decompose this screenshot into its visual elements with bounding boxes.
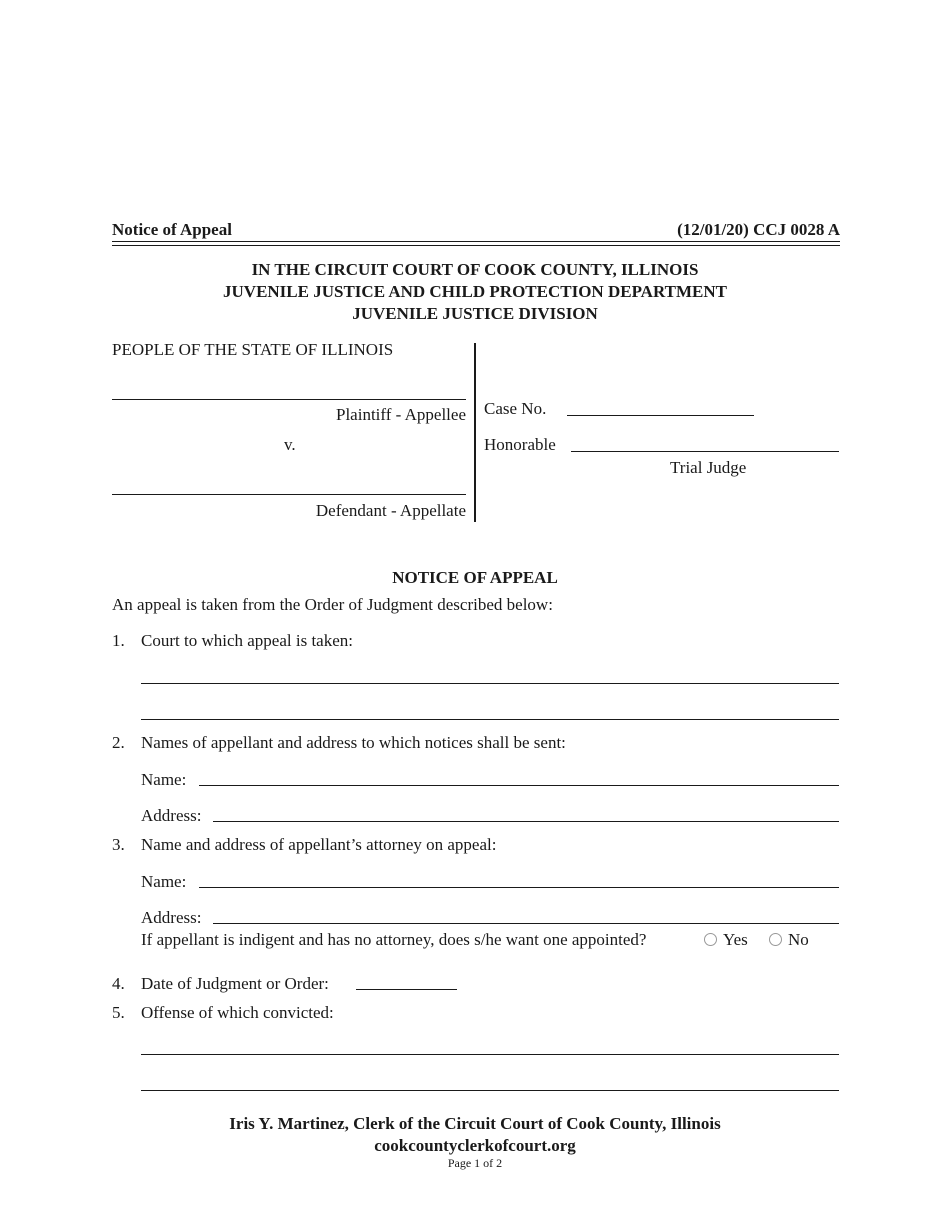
case-no-field[interactable] <box>567 415 754 416</box>
honorable-label: Honorable <box>484 435 556 454</box>
item-number-4: 4. <box>112 974 125 993</box>
people-label: PEOPLE OF THE STATE OF ILLINOIS <box>112 340 394 359</box>
appellant-address-label: Address: <box>141 806 202 825</box>
item-number-3: 3. <box>112 835 125 854</box>
appellant-question: Names of appellant and address to which notices shall be sent: <box>141 733 566 752</box>
header-rule-bottom <box>112 245 840 246</box>
clerk-website: cookcountyclerkofcourt.org <box>374 1136 576 1155</box>
form-title: Notice of Appeal <box>112 220 232 239</box>
judge-field[interactable] <box>571 451 839 452</box>
page-number: Page 1 of 2 <box>447 1156 503 1170</box>
trial-judge-label: Trial Judge <box>670 458 747 477</box>
appellant-name-label: Name: <box>141 770 187 789</box>
appellant-name-field[interactable] <box>199 785 839 786</box>
defendant-field[interactable] <box>112 494 466 495</box>
attorney-address-label: Address: <box>141 908 202 927</box>
no-option[interactable] <box>769 930 809 950</box>
defendant-label: Defendant - Appellate <box>315 501 466 520</box>
court-field-line2[interactable] <box>141 719 839 720</box>
versus-label: v. <box>284 435 296 454</box>
offense-label: Offense of which convicted: <box>141 1003 334 1022</box>
item-number-2: 2. <box>112 733 125 752</box>
intro-text: An appeal is taken from the Order of Judgment described below: <box>112 595 553 614</box>
case-no-label: Case No. <box>484 399 547 418</box>
clerk-name: Iris Y. Martinez, Clerk of the Circuit Court of Cook County, Illinois <box>229 1114 721 1133</box>
court-heading-line1: IN THE CIRCUIT COURT OF COOK COUNTY, ILLINOIS <box>251 260 699 279</box>
attorney-name-field[interactable] <box>199 887 839 888</box>
plaintiff-label: Plaintiff - Appellee <box>336 405 466 424</box>
offense-field-line2[interactable] <box>141 1090 839 1091</box>
judgment-date-field[interactable] <box>356 989 457 990</box>
caption-divider <box>474 343 476 522</box>
form-code: (12/01/20) CCJ 0028 A <box>677 220 840 239</box>
court-heading-line3: JUVENILE JUSTICE DIVISION <box>352 304 598 323</box>
yes-option[interactable] <box>704 930 748 950</box>
court-heading-line2: JUVENILE JUSTICE AND CHILD PROTECTION DEPARTMENT <box>223 282 727 301</box>
offense-field-line1[interactable] <box>141 1054 839 1055</box>
appellant-address-field[interactable] <box>213 821 839 822</box>
item-number-5: 5. <box>112 1003 125 1022</box>
attorney-address-field[interactable] <box>213 923 839 924</box>
yes-radio[interactable] <box>704 933 717 946</box>
plaintiff-field[interactable] <box>112 399 466 400</box>
header-rule-top <box>112 241 840 242</box>
yes-label: Yes <box>723 930 748 949</box>
no-radio[interactable] <box>769 933 782 946</box>
judgment-date-label: Date of Judgment or Order: <box>141 974 329 993</box>
notice-title: NOTICE OF APPEAL <box>392 568 558 587</box>
no-label: No <box>788 930 809 949</box>
court-field-line1[interactable] <box>141 683 839 684</box>
attorney-question: Name and address of appellant’s attorney on appeal: <box>141 835 497 854</box>
court-question: Court to which appeal is taken: <box>141 631 353 650</box>
item-number-1: 1. <box>112 631 125 650</box>
indigent-question: If appellant is indigent and has no attorney, does s/he want one appointed? <box>141 930 647 949</box>
attorney-name-label: Name: <box>141 872 187 891</box>
